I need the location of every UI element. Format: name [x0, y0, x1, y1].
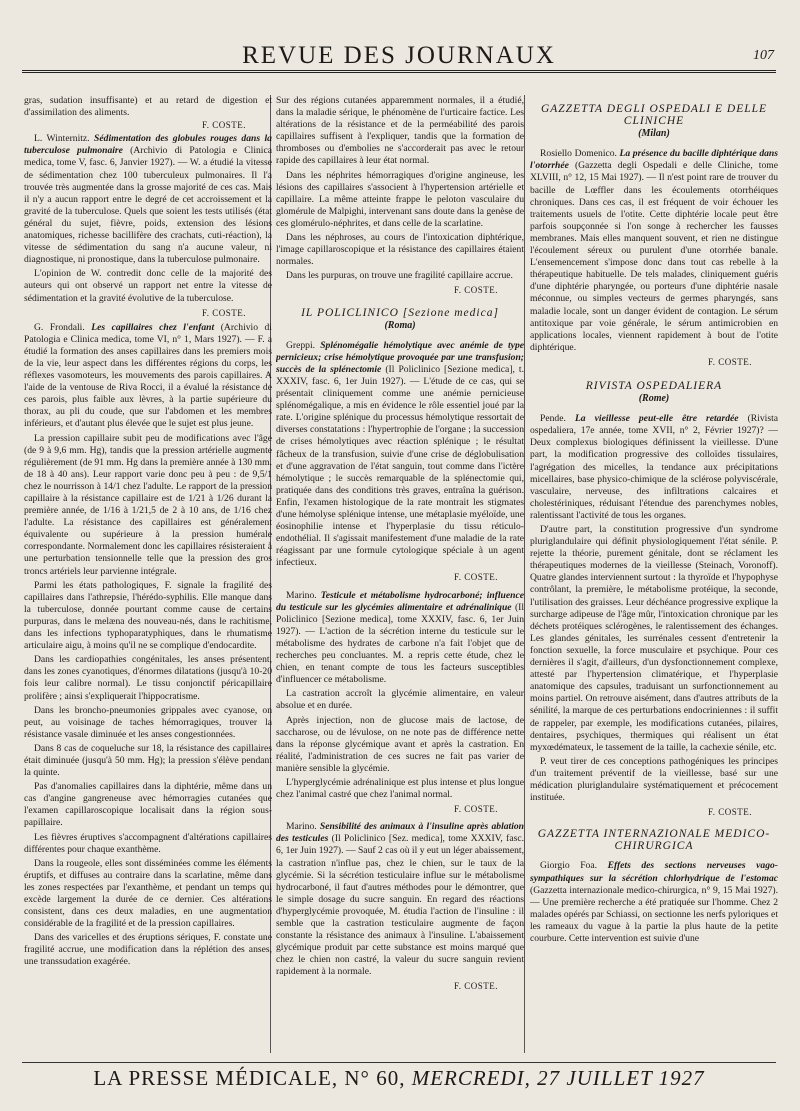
section-title: IL POLICLINICO [Sezione medica]: [301, 306, 499, 319]
signature: F. COSTE.: [453, 285, 498, 296]
paragraph: Après injection, non de glucose mais de lactose, de saccharose, ou de lévulose, on ne note pas de différence nette dans la réponse glycémique avant et après la castration. En réalité, l'administration de ces sucres ne fait pas varier de manière sensible la glycémie.: [276, 714, 524, 774]
signature: F. COSTE.: [707, 356, 752, 367]
article-author: Giorgio Foa.: [540, 860, 598, 872]
article-title: La vieillesse peut-elle être retardée: [574, 413, 739, 425]
article-title: Effets des sections nerveuses vago-sympathiques sur la sécrétion chlorhydrique de l'estomac: [530, 860, 778, 884]
article-body: (Il Policlinico [Sezione medica], tome XXXIV, fasc. 6, 1er Juin 1927). — L'action de la sécrétion interne du testicule sur le métabolisme des hydrates de carbone n'a fait l'objet que de recherches peu concluantes. M. a repris cette étude, chez le chien, en tenant compte de tous les facteurs susceptibles d'influencer ce métabolisme.: [276, 601, 524, 686]
article-title: Splénomégalie hémolytique avec anémie de type pernicieux; crise hémolytique provoquée par une transfusion; succès de la splénectomie: [276, 339, 524, 375]
signature: F. COSTE.: [707, 807, 752, 818]
article: [276, 340, 524, 570]
article: [276, 821, 524, 978]
signature: F. COSTE.: [453, 804, 498, 815]
article-title: Sédimentation des globules rouges dans la tuberculose pulmonaire: [24, 133, 272, 157]
paragraph: Dans des varicelles et des éruptions sériques, F. constate une fragilité accrue, une modification dans la réplétion des anses, une transsudation exagérée.: [24, 932, 272, 968]
page-number: 107: [753, 48, 774, 63]
article-author: L. Winternitz.: [34, 133, 90, 145]
paragraph: D'autre part, la constitution progressive d'un syndrome pluriglandulaire qui définit physiologiquement l'état sénile. P. rejette la théorie, purement génitale, dont se réclament les thérapeutiques modernes de la vieillesse (Steinach, Voronoff). Quatre glandes interviennent surtout : la thyroïde et l'hypophyse contrôlant, la première, le métabolisme protéique, la seconde, l'utilisation des graisses. Leur déchéance progressive explique la surcharge adipeuse de l'âge mûr, l'intoxication chronique par les déchets protéiques sclérogènes, le ralentissement des échanges. Les glandes génitales, les surrénales cessent d'entretenir la fonction sexuelle, la force musculaire et psychique. Pour ces dernières il s'agit, d'ailleurs, d'un dysfonctionnement complexe, attesté par l'hypertension climatérique, et l'hyperplasie anatomique des capsules, traduisant un surfonctionnement au moins partiel. On retrouve aisément, dans d'autres attributs de la sénilité, la marque de ces perturbations endocriniennes : il suffit de rappeler, par exemple, les modifications cutanées, pilaires, dentaires, psychiques, thermiques qui réalisent un état myxœdémateux, le tassement de la taille, la cachexie sénile, etc.: [530, 524, 778, 753]
paragraph: Dans les néphrites hémorragiques d'origine angineuse, les lésions des capillaires s'associent à l'hypertension artérielle et capillaire. La même atteinte frappe le peloton vasculaire du glomérule de Malpighi, intervenant sans doute dans la genèse de ces glomérulo-néphrites, et dans celle de la scarlatine.: [276, 169, 524, 229]
article-body: (Gazzetta degli Ospedali e delle Cliniche, tome XLVIII, n° 12, 15 Mai 1927). — Il n'est point rare de trouver du bacille de Lœffler dans les écoulements otorrhéiques chroniques. Dans ces cas, il est fréquent de voir échouer les traitements usuels de l'otite. Cette diphtérie locale peut être parfois soupçonnée si l'on songe à rechercher les fausses membranes. Mais elles manquent souvent, et rien ne distingue l'écoulement séreux ou purulent d'une otorrhée banale. L'ensemencement s'impose donc dans tout cas rebelle à la thérapeutique habituelle. De tels malades, cliniquement guéris d'une diphtérie pharyngée, ou porteurs d'une diphtérie nasale méconnue, ou simples vecteurs de germes pharyngés, sans maladie locale, sont un danger évident de contagion. Le sérum antitoxique par voie générale, le sérum antimicrobien en applications locales, viennent rapidement à bout de l'otite diphtérique.: [530, 160, 778, 353]
page-footer: [22, 1066, 776, 1091]
article: [24, 322, 272, 431]
article-body: (Archivio di Patologia e Clinica medica, tome V, fasc. 6, Janvier 1927). — W. a étudié la vitesse de sédimentation chez 100 tuberculeux pulmonaires. Il l'a trouvée très augmentée dans la grosse majorité de ces cas. Mais il n'y a aucun rapport entre le degré de cet accroissement et la gravité de la tuberculose. Quels que soient les tests utilisés (état général du sujet, fièvre, poids, extension des lésions anatomiques, richesse bacillifère des crachats, cuti-réaction), la vitesse de sédimentation du sang n'a aucune valeur, ni diagnostique, ni pronostique, dans la tuberculose pulmonaire.: [24, 145, 272, 266]
section-title: GAZZETTA INTERNAZIONALE MEDICO-CHIRURGICA: [537, 828, 771, 853]
signature: F. COSTE.: [201, 307, 246, 318]
article: [530, 148, 778, 354]
article-title: Les capillaires chez l'enfant: [91, 321, 215, 333]
article-author: Rosiello Domenico.: [540, 148, 617, 160]
column-divider: [524, 95, 525, 1053]
article-body: (Rivista ospedaliera, 17e année, tome XVII, n° 2, Février 1927)? — Deux complexus biologiques définissent la vieillesse. D'une part, la modification progressive des colloïdes tissulaires, l'agrégation des micelles, la tendance aux précipitations micellaires, base physico-chimique de la sclérose polyviscérale, vasculaire, nerveuse, des infiltrations calcaires et cholestériniques, réduisant l'étendue des parenchymes nobles, ralentissant l'activité de tous les organes.: [530, 413, 778, 521]
article-title: Sensibilité des animaux à l'insuline après ablation des testicules: [276, 821, 524, 845]
article: [24, 133, 272, 266]
section-city: (Roma): [384, 319, 416, 331]
article: [530, 413, 778, 522]
paragraph: La castration accroît la glycémie alimentaire, en valeur absolue et en durée.: [276, 688, 524, 712]
footer-journal: LA PRESSE MÉDICALE, N° 60,: [93, 1066, 406, 1090]
section-title: GAZZETTA DEGLI OSPEDALI E DELLE CLINICHE: [540, 103, 768, 128]
paragraph: Dans les cardiopathies congénitales, les anses présentent, dans les zones cyanotiques, d'énormes dilatations (jusqu'à 10-20 fois leur calibre normal). Le tissu conjonctif péricapillaire prolifère ; ainsi s'expliquerait l'hippocratisme.: [24, 654, 272, 702]
article-author: G. Frondali.: [34, 321, 85, 333]
paragraph: L'hyperglycémie adrénalinique est plus intense et plus longue chez l'animal castré que chez l'animal normal.: [276, 776, 524, 801]
signature: F. COSTE.: [453, 981, 498, 992]
paragraph: Dans la rougeole, elles sont disséminées comme les éléments éruptifs, et diffuses au contraire dans la scarlatine, même dans les zones respectées par l'exanthème, et pendant un temps qui excède largement la durée de ce dernier. Ces altérations consistent, dans ces deux maladies, en une augmentation considérable de la fragilité et de la pression capillaires.: [24, 857, 272, 930]
footer-date: MERCREDI, 27 JUILLET 1927: [411, 1066, 705, 1090]
header-rule: [22, 70, 776, 73]
paragraph: Sur des régions cutanées apparemment normales, il a étudié, dans la maladie sérique, le phénomène de l'urticaire factice. Les altérations de la résistance et de la perméabilité des parois capillaires suffisent à l'expliquer, tandis que la formation de thromboses ou d'embolies ne s'accorderait pas avec le retour rapide des capillaires à leur état normal.: [276, 95, 524, 167]
footer-rule: [22, 1062, 776, 1063]
section-city: (Milan): [638, 128, 670, 140]
paragraph: Dans 8 cas de coqueluche sur 18, la résistance des capillaires était diminuée (jusqu'à 50 mm. Hg); la pression s'élève pendant la quinte.: [24, 742, 272, 779]
paragraph: Parmi les états pathologiques, F. signale la fragilité des capillaires dans l'athrepsie, l'hérédo-syphilis. Elle manque dans la tuberculose, donnée pourtant comme cause de certains purpuras, dans le melæna des nouveau-nés, dans le rachitisme, dans les infections typhoparatyphiques, dans le rhumatisme articulaire aigu, à moins qu'il ne se complique d'endocardite.: [24, 579, 272, 652]
paragraph: Dans les broncho-pneumonies grippales avec cyanose, on peut, au voisinage de taches hémorragiques, trouver la résistance vasale diminuée et les anses congestionnées.: [24, 704, 272, 740]
article-body: (Gazzetta internazionale medico-chirurgica, n° 9, 15 Mai 1927). — Une première recherche a été pratiquée sur l'homme. Chez 2 malades opérés par Schiassi, on sectionne les nerfs pyloriques et les rameaux du vague à la partie la plus haute de la petite courbure. Cette intervention est suivie d'une: [530, 884, 778, 944]
section-city: (Rome): [638, 393, 670, 405]
paragraph: Dans les néphroses, au cours de l'intoxication diphtérique, l'image capillaroscopique et la résistance des capillaires étaient normales.: [276, 232, 524, 268]
column-3: [530, 95, 778, 1055]
article-body: (Archivio di Patologia e Clinica medica, tome VI, n° 1, Mars 1927). — F. a étudié la formation des anses capillaires dans les premiers mois de la vie, leur aspect dans les différentes régions du corps, les réflexes vasomoteurs, les mouvements des parois capillaires. A l'aide de la ventouse de Riva Rocci, il a évalué la résistance de ces parois, plus faible aux lèvres, à la partie supérieure du thorax, au pli du coude, que sur l'abdomen et les membres inférieurs, et d'autant plus élevée que le sujet est plus jeune.: [24, 321, 272, 430]
column-2: [276, 95, 524, 1055]
article-author: Marino.: [286, 589, 317, 601]
paragraph: L'opinion de W. contredit donc celle de la majorité des auteurs qui ont observé un rapport net entre la vitesse de sédimentation et la gravité évolutive de la tuberculose.: [24, 268, 272, 304]
article-author: Marino.: [286, 821, 317, 833]
article-author: Greppi.: [286, 339, 316, 351]
page-header: [22, 38, 776, 68]
paragraph: Les fièvres éruptives s'accompagnent d'altérations capillaires différentes pour chaque exanthème.: [24, 831, 272, 855]
paragraph: P. veut tirer de ces conceptions pathogéniques les principes d'un traitement préventif de la vieillesse, basé sur une médication pluriglandulaire systématiquement et précocement instituée.: [530, 755, 778, 804]
journal-title: REVUE DES JOURNAUX: [242, 42, 556, 69]
signature: F. COSTE.: [453, 572, 498, 583]
article-body: (Il Policlinico [Sezione medica], t. XXXIV, fasc. 6, 1er Juin 1927). — L'étude de ce cas, qui se présentait cliniquement comme une anémie pernicieuse splénomégalique, a mis en évidence le rôle essentiel joué par la rate. L'origine splénique du processus hémolytique ressortait de diverses constatations : l'hypertrophie de l'organe ; la succession de crises hémolytiques avec réaction splénique ; le résultat fâcheux de la transfusion, suivie d'une crise de déglobulisation et d'une aggravation de l'état sanguin, tout comme dans l'ictère hémolytique ; le succès remarquable de la splénectomie qui, pratiquée dans des conditions très graves, entraîna la guérison. Enfin, l'examen histologique de la rate montrait les stigmates d'une hémolyse splénique intense, une métaplasie myéloïde, une éosinophilie intense et l'hyperplasie du tissu réticulo-endothélial. Il s'agissait manifestement d'une maladie de la rate réagissant par une formule cytologique spéciale à un agent infectieux.: [276, 363, 524, 569]
signature: F. COSTE.: [201, 120, 246, 131]
article: [276, 590, 524, 687]
paragraph: Dans les purpuras, on trouve une fragilité capillaire accrue.: [286, 270, 513, 282]
article-title: Testicule et métabolisme hydrocarboné; influence du testicule sur les glycémies alimentaire et adrénalinique: [276, 589, 524, 613]
article-title: La présence du bacille diphtérique dans l'otorrhée: [530, 148, 778, 172]
paragraph: [24, 95, 272, 131]
column-1: [24, 95, 272, 1055]
section-title: RIVISTA OSPEDALIERA: [585, 379, 723, 392]
text: gras, sudation insuffisante) et au retard de digestion et d'assimilation des aliments.: [24, 95, 272, 119]
article-body: (Il Policlinico [Sez. medica], tome XXXIV, fasc. 6, 1er Juin 1927). — Sauf 2 cas où il y eut un léger abaissement, la castration n'influe pas, chez le chien, sur le taux de la glycémie. Si la sécrétion testiculaire influe sur le métabolisme hydrocarboné, il faut d'autres méthodes pour le démontrer, que le simple dosage du sucre sanguin. En regard des réactions d'hyperglycémie provoquée, M. étudia l'action de l'insuline : il semble que la castration testiculaire augmente de façon constante la résistance des animaux à l'insuline. L'abaissement glycémique produit par cette substance est moins marqué que chez le chien non castré, la valeur du sucre sanguin revient rapidement à la normale.: [276, 833, 524, 978]
article-author: Pende.: [540, 413, 566, 425]
paragraph: Pas d'anomalies capillaires dans la diphtérie, même dans un cas d'angine gangreneuse avec hémorragies cutanées que l'examen capillaroscopique localisait dans la région sous-papillaire.: [24, 781, 272, 829]
article: [530, 860, 778, 945]
paragraph: La pression capillaire subit peu de modifications avec l'âge (de 9 à 9,6 mm. Hg), tandis que la pression artérielle augmente régulièrement (de 91 mm. Hg dans la première année à 130 mm. de 18 à 40 ans). Leur rapport varie donc peu à peu : de 9,5/1 chez le nourrisson à 14/1 chez l'adulte. Le rapport de la pression capillaire à la résistance capillaire est de 1/21 à 1/26 durant la première année, de 1/16 à 1/21,5 de 2 à 10 ans, de 1/16 chez l'adulte. La résistance des capillaires est généralement équivalente ou supérieure à la pression humérale correspondante. Normalement donc les capillaires résisteraient à une perturbation tensionnelle telle que la pression des gros troncs artériels leur parvienne intégrale.: [24, 432, 272, 577]
